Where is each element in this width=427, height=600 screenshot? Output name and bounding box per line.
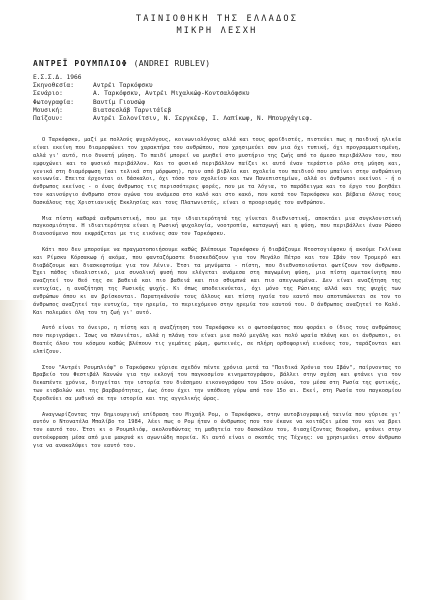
paragraph: Ο Ταρκόφσκυ, μαζί με πολλούς ψυχολόγους, κοινωνιολόγους αλλά και τους φροϊδιστές, πιστεύει πως η παιδική ηλικία είναι εκείνη που διαμορφώνει τον χαρακτήρα του ανθρώπου, που χρησιμεύει σαν μια όχι τυπική, όχι προγραμματισμένη, αλλά γι' αυτό, πιο δυνατή μύηση. Το παιδί μπορεί να μυηθεί στο μυστήριο της ζωής από το άμεσο περιβάλλον του, που εμφυχώνει και το φυσικό περιβάλλον. Και το φυσικό περιβάλλον παίζει κι αυτό έναν τεράστιο ρόλο στη μύηση και, γενικά στη διαμόρφωση (και τελικά στη μόρφωση), πριν από βιβλία και σχολεία του παιδιού που μπαίνει στην ανθρώπινη κοινωνία. Επειτα έρχονται οι δάσκαλοι, όχι τόσο του σχολείου και των Πανεπιστημίων, αλλά οι άνθρωποι εκείνοι - ή ο άνθρωπος εκείνος - ο ένας άνθρωπος τις περισσότερες φορές, που με τα λόγια, το παράδειγμα και το έργο του βοηθάει τον καινούργιο άνθρωπο στον αγώνα του ανάμεσα στο καλό και στο κακό, που κατά τον Ταρκόφσκυ και βέβαια όλους τους δασκάλους της Χριστιανικής Εκκλησίας και τους Πλατωνιστές, είναι ο προορισμός του ανθρώπου. (33, 137, 401, 206)
archive-name: ΤΑΙΝΙΟΘΗΚΗ ΤΗΣ ΕΛΛΑΔΟΣ (135, 14, 299, 24)
country-year: Ε.Σ.Σ.Δ. 1966 (33, 74, 82, 81)
paragraph: Στον "Αντρέι Ρουμπλιόφ" ο Ταρκόφσκυ γύρισε σχεδόν πέντε χρόνια μετά τα "Παιδικά Χρόνια του Ιβάν", παίρνοντας το Βραβείο του Φεστιβάλ Καννών για την εκλογή του παγκοσμίου κινηματογράφου, βάλλει στην σχέση και φτάνει για τον δεκαπέντε χρόνια, διηγείται την ιστορία του διάσημου εικονογράφου του 15ου αιώνα, του μέσα στη Ρωσία της φυτικής, των εισβολών και της βαρβαρότητας, έως ότου έχει την υπόθεση γύρω από τον 15ο αι. Εκεί, στη Ρωσία του παγκοσμίου ξεροδεύει σα μυθικό σε την ιστορία και της αγγελικής ώρας. (33, 364, 401, 402)
paper-stain (0, 300, 28, 600)
paragraph: Αναγνωρίζοντας την δημιουργική επίδραση του Μιχαήλ Ρομ, ο Ταρκόφσκυ, στην αυτοβιογραφική ταινία που γύρισε γι' αυτόν ο Ντονατέλα Μπαλίβο το 1984, λέει πως ο Ρομ ήταν ο άνθρωπος που τον έκανε να κοιτάζει μέσα του και να βρει τον εαυτό του. Έτσι κι ο Ρουμπλιόφ, ακολουθώντας τη μαθητεία του δασκάλου του, διασχίζοντας θεοφάνη, φτάνει στην αυτοέκφραση μέσα από μια μακρυά κι αγωνιώδη πορεία. Κι αυτό είναι ο σκοπός της Τέχνης: να χρησιμεύει στον άνθρωπο για να ανακαλύψει τον εαυτό του. (33, 411, 401, 449)
credit-label: Σενάριο: (33, 90, 63, 98)
credits-block (33, 74, 401, 123)
credit-label: Σκηνοθεσία: (33, 82, 74, 90)
article-body (33, 137, 401, 451)
credit-value: Αντρέι Ταρκόφσκυ (93, 82, 153, 90)
credit-value: Α. Ταρκόφσκυ, Αντρέι Μιχαλκώφ-Κοντσαλόφσκυ (93, 90, 250, 98)
credit-value: Βιατσεσλάβ Ταρνιτάϊεβ (93, 106, 172, 114)
credit-row (33, 90, 401, 98)
club-name: ΜΙΚΡΗ ΛΕΣΧΗ (176, 26, 258, 36)
film-title: ΑΝΤΡΕΪ ΡΟΥΜΠΛΙΟΦ (33, 59, 128, 68)
credit-row (33, 115, 401, 123)
archive-header (33, 13, 401, 37)
credit-label: Παίζουν: (33, 115, 63, 123)
original-title: (ANDREI RUBLEV) (133, 59, 211, 68)
credit-value: Αντρέι Σολονίτσιν, Ν. Σεργκέεφ, Ι. Λαπίκωφ, Ν. Μπουρχάγιεφ. (93, 115, 313, 123)
paragraph: Μια πίστη καθαρά ανθρωπιστική, που με την ιδιαιτερότητά της γίνεται διεθνιστική, αποκτάει μια συγκλονιστική παγκοσμιότητα. Η ιδιαιτερότητα είναι η Ρωσική ψυχολογία, νοοτροπία, καταγωγή και η φύση, που περιβάλλει έναν Ρώσσο διανοούμενο που εκφράζεται με τις εικόνες σαν τον Ταρκόφσκυ. (33, 215, 401, 238)
credit-row (33, 99, 401, 107)
paragraph: Κάτι που δεν μπορούμε να πραγματοποιήσουμε καθώς βλέπουμε Ταρκόφσκυ ή διαβάζουμε Ντοστογιέφσκυ ή ακούμε Γκλίνκα και Ρίμσκυ Κόρσακωφ ή ακόμα, που φανταζόμαστε διασκεδάζουν για τον Μεγάλο Πέτρο και τον Ιβάν τον Τρομερό και διαβάζουμε και διασκεφτούμε για τον Λένιν. Έτσι τα μηνύματα - πίστη, που διεθνοποιούνται φωτίζουν τον άνθρωπο. Έχει πάθος ιδεαλιστικό, μια συνολική φυσή που ελέγεται ανάμεσα στη παγωμένη φύση, μια πίστη αμετακίνητη που αναζητεί τον Θεό της σε βαθειά και πιο βαθειά και πιο σθυμπνά και πιο απεγνωσμένα. Δεν είναι αναζήτηση της ευτυχίας, η αναζήτηση της Ρωσικής ψυχής. Κι όπως αποδεικνύεται, όχι μόνο της Ρώσικης αλλά και της ψυχής των ανθρώπων όπου κι αν βρίσκονται. Παρατηκάνούν τους άλλους και πίστη ηγαία του εαυτό που αποτυπώνεται σε τον το άνθρωπος αναζητεί την ευτυχία, την ηρεμία, το περιεχόμενο στην ηρεμία του εαυτού του. Ο άνθρωπος αναζητεί το Καλό. Και πολεμάει όλη του τη ζωή γι' αυτό. (33, 246, 401, 316)
credit-value: Βαντίμ Γιουσώφ (93, 98, 146, 106)
film-title-line (33, 59, 401, 68)
credit-row (33, 107, 401, 115)
credit-label: Μουσική: (33, 106, 63, 114)
paragraph: Αυτό είναι το όνειρο, η πίστη και η αναζήτηση του Ταρκόφσκυ κι ο φωτοσέφατος που φοράει ο ίδιος τους ανθρώπους που περιγράφει. Ίσως να πλανιέται, αλλά η πλάνη του είναι μια πολύ μεγάλη και πολύ ωραία πλάνη και οι άνθρωποι, οι θεατές όλου του κόσμου καθώς βλέπουν τις γεμάτες ρώμη, φωτεινές, σε πλήρη ορθοφορική εικόνες του, ταράζονται και ελπίζουν. (33, 325, 401, 355)
credit-label: Φωτογραφία: (33, 98, 74, 106)
